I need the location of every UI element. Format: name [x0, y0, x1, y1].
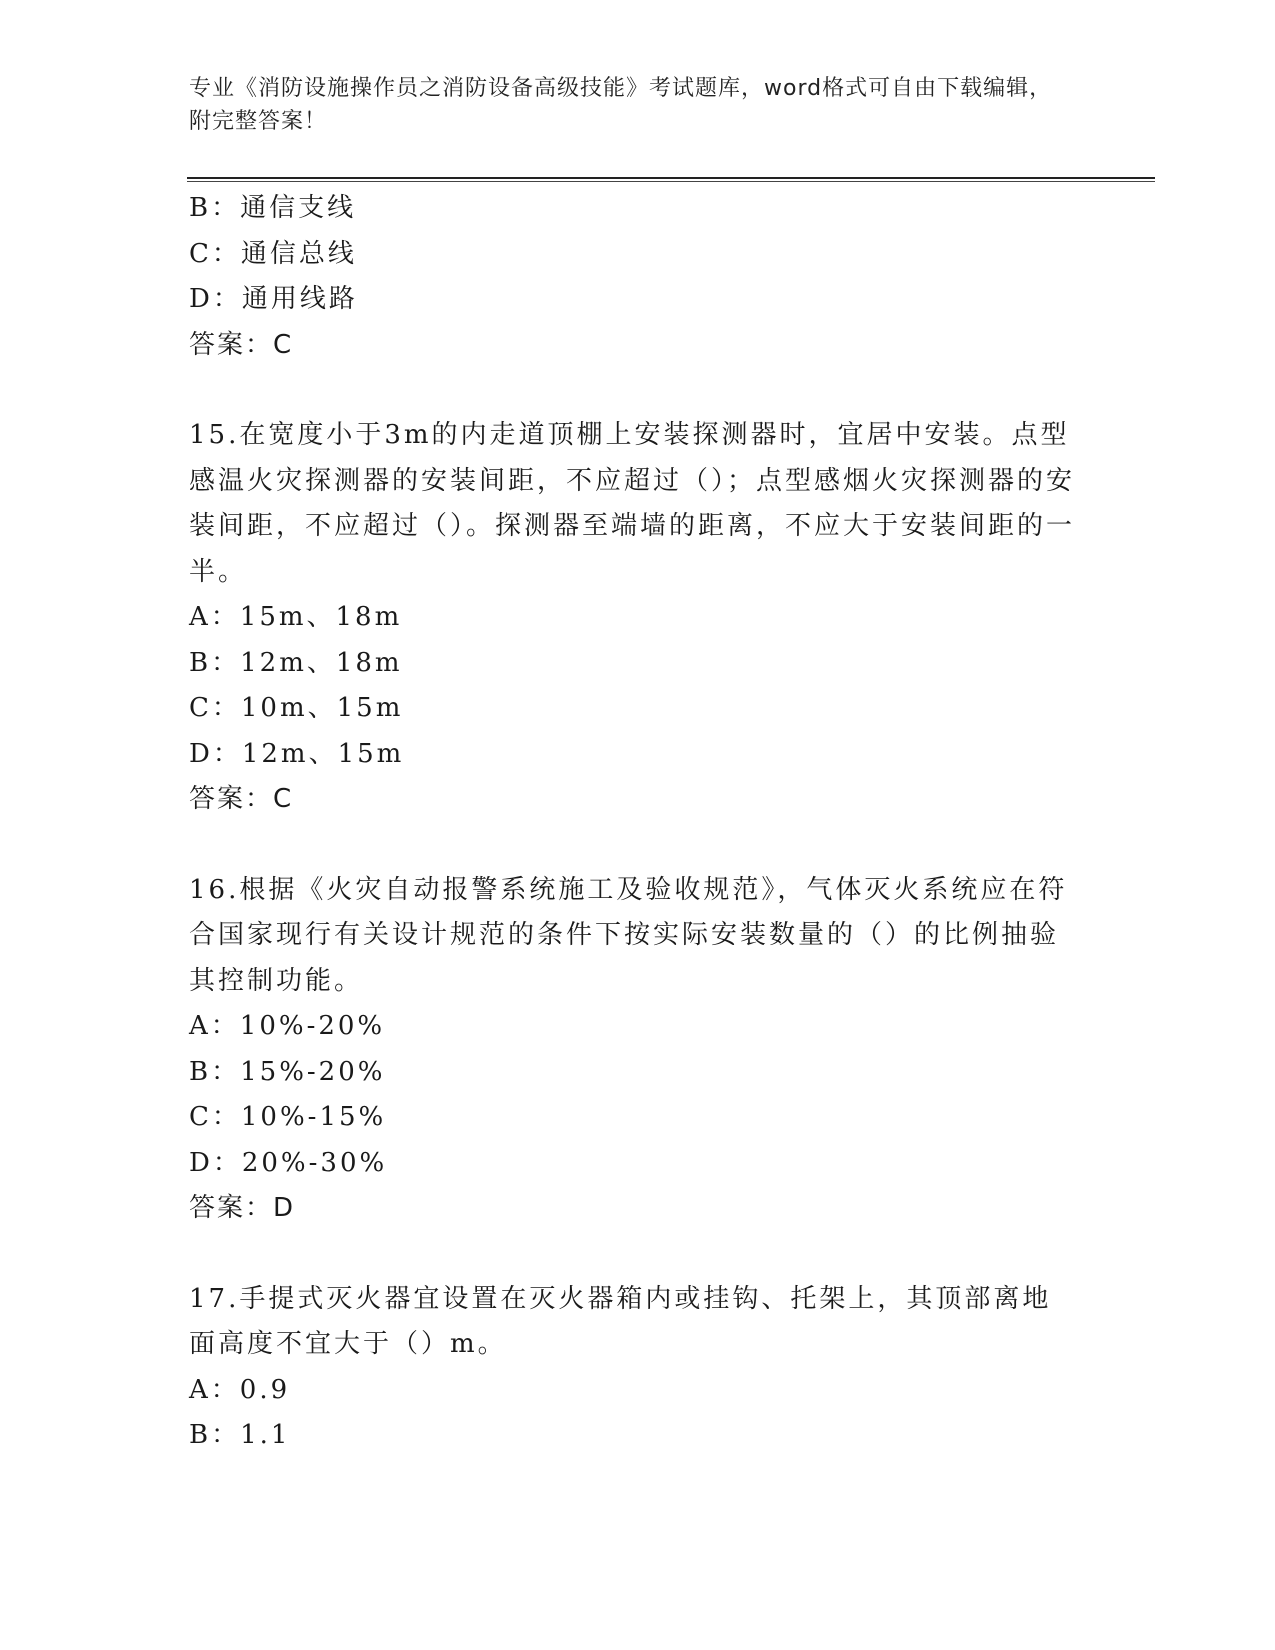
question-spacer	[189, 368, 1079, 413]
option-d: D：通用线路	[189, 284, 358, 314]
option-b: B：1.1	[189, 1420, 291, 1450]
question-spacer	[189, 823, 1079, 868]
option-d: D：12m、15m	[189, 738, 405, 769]
question-block-14	[189, 186, 1079, 368]
option-c: C：10m、15m	[189, 693, 404, 723]
question-stem: 16.根据《火灾自动报警系统施工及验收规范》，气体灭火系统应在符合国家现行有关设计规范的条件下按实际安装数量的（）的比例抽验其控制功能。	[189, 874, 1068, 996]
option-a: A：15m、18m	[189, 602, 403, 632]
option-a: A：10%-20%	[189, 1011, 386, 1041]
option-b: B：15%-20%	[189, 1056, 386, 1087]
answer-line: 答案：C	[189, 329, 294, 360]
option-c: C：10%-15%	[189, 1102, 387, 1132]
document-header: 专业《消防设施操作员之消防设备高级技能》考试题库，word格式可自由下载编辑，附完整答案！	[189, 76, 1053, 134]
question-stem: 15.在宽度小于3m的内走道顶棚上安装探测器时，宜居中安装。点型感温火灾探测器的安装间距，不应超过（）；点型感烟火灾探测器的安装间距，不应超过（）。探测器至端墙的距离，不应大于安装间距的一半。	[189, 420, 1076, 587]
option-a: A：0.9	[189, 1374, 291, 1405]
header-divider-thin	[187, 181, 1155, 182]
question-block-16	[189, 868, 1079, 1232]
answer-line: 答案：C	[189, 784, 294, 814]
question-spacer	[189, 1232, 1079, 1277]
header-divider-thick	[187, 177, 1155, 179]
option-b: B：12m、18m	[189, 647, 403, 678]
question-list	[189, 186, 1079, 1459]
question-stem: 17.手提式灭火器宜设置在灭火器箱内或挂钩、托架上，其顶部离地面高度不宜大于（）m。	[189, 1283, 1052, 1359]
question-block-17	[189, 1277, 1079, 1459]
option-d: D：20%-30%	[189, 1147, 388, 1178]
option-b: B：通信支线	[189, 193, 357, 223]
question-block-15	[189, 413, 1079, 823]
option-c: C：通信总线	[189, 238, 357, 269]
answer-line: 答案：D	[189, 1193, 296, 1223]
